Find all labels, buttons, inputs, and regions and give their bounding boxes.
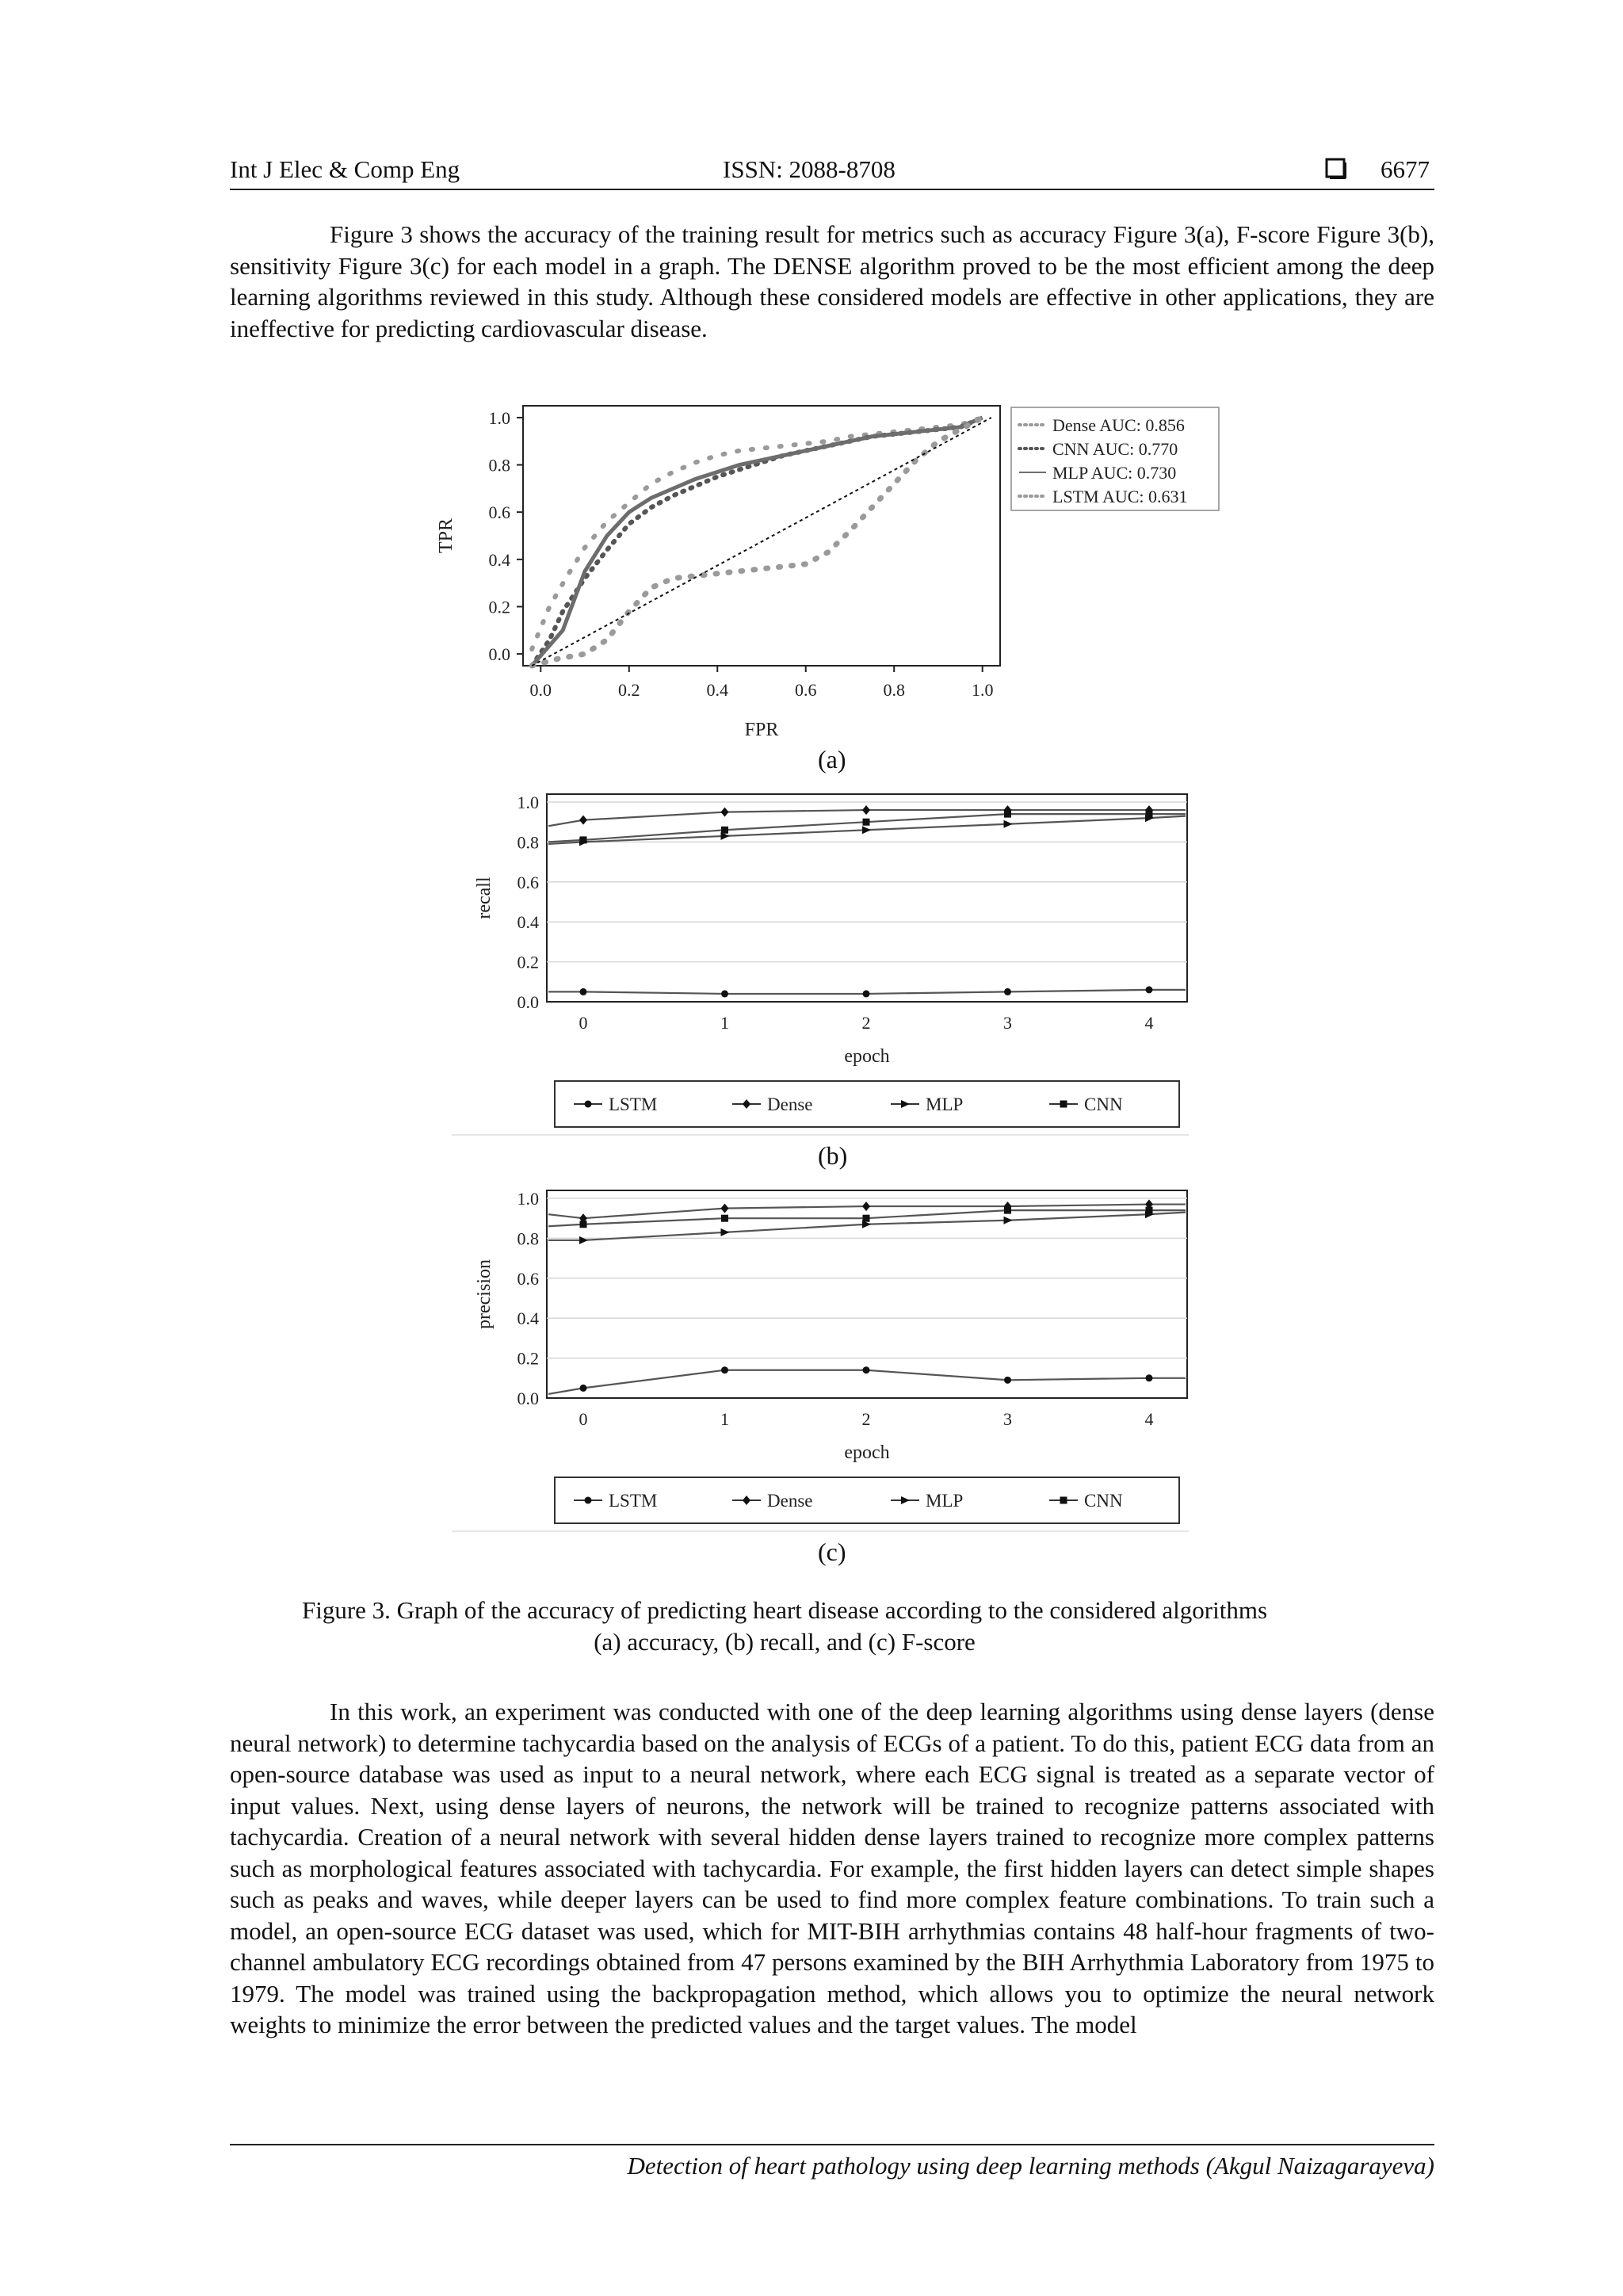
data-point-lstm bbox=[721, 1366, 728, 1373]
data-point-dense bbox=[579, 816, 587, 825]
data-point-cnn bbox=[580, 836, 587, 843]
data-point-dense bbox=[721, 1204, 729, 1213]
legend-label: Dense AUC: 0.856 bbox=[1052, 415, 1185, 435]
x-tick-label: 0.2 bbox=[618, 680, 640, 700]
data-point-cnn bbox=[1146, 1207, 1153, 1214]
data-point-lstm bbox=[1146, 986, 1153, 993]
y-tick-label: 0.8 bbox=[488, 455, 510, 476]
legend-label: CNN bbox=[1084, 1491, 1123, 1511]
footer-rule bbox=[230, 2144, 1434, 2145]
legend-label: LSTM bbox=[609, 1491, 658, 1511]
legend-label: Dense bbox=[767, 1491, 813, 1511]
x-tick-label: 2 bbox=[861, 1013, 871, 1033]
y-tick-label: 1.0 bbox=[488, 407, 510, 428]
data-point-cnn bbox=[1004, 1207, 1011, 1214]
data-point-cnn bbox=[1146, 811, 1153, 818]
y-tick-label: 0.0 bbox=[517, 1389, 539, 1408]
running-footer-title: Detection of heart pathology using deep learning methods (Akgul Naizagarayeva) bbox=[627, 2152, 1434, 2179]
x-tick-label: 4 bbox=[1144, 1409, 1154, 1429]
legend-marker-cnn bbox=[1060, 1497, 1067, 1504]
roc-series-4 bbox=[532, 418, 991, 666]
roc-chart bbox=[428, 396, 1252, 745]
data-point-cnn bbox=[863, 1215, 870, 1222]
data-point-lstm bbox=[580, 1385, 587, 1392]
data-point-lstm bbox=[863, 990, 870, 997]
legend-marker-lstm bbox=[585, 1101, 592, 1108]
data-point-lstm bbox=[580, 988, 587, 995]
y-tick-label: 0.4 bbox=[517, 1308, 539, 1329]
y-tick-label: 0.8 bbox=[517, 1228, 539, 1249]
body-paragraph bbox=[230, 1696, 1434, 2041]
recall-chart bbox=[444, 785, 1220, 1149]
data-point-cnn bbox=[1004, 811, 1011, 818]
legend-label: Dense bbox=[767, 1095, 813, 1114]
legend-marker-cnn bbox=[1060, 1101, 1067, 1108]
y-tick-label: 0.6 bbox=[488, 502, 510, 523]
y-tick-label: 0.4 bbox=[517, 912, 539, 933]
x-axis-label: FPR bbox=[744, 720, 779, 740]
data-point-mlp bbox=[579, 1236, 588, 1244]
x-tick-label: 3 bbox=[1003, 1013, 1012, 1033]
x-tick-label: 3 bbox=[1003, 1409, 1012, 1429]
x-tick-label: 1 bbox=[720, 1409, 729, 1429]
data-point-mlp bbox=[721, 1228, 730, 1236]
page-box-icon bbox=[1325, 155, 1347, 184]
body-paragraph-text: In this work, an experiment was conducted with one of the deep learning algorithms using dense layers (dense neural network) to determine tachycardia based on the analysis of ECGs of a patient. To do this, patient ECG data from an open-source database was used as input to a neural network, where each ECG signal is treated as a separate vector of input values. Next, using dense layers of neurons, the network will be trained to recognize patterns associated with tachycardia. Creation of a neural network with several hidden dense layers trained to recognize more complex patterns such as morphological features associated with tachycardia. For example, the first hidden layers can detect simple shapes such as peaks and waves, while deeper layers can be used to find more complex feature combinations. To train such a model, an open-source ECG dataset was used, which for MIT-BIH arrhythmias contains 48 half-hour fragments of two-channel ambulatory ECG recordings obtained from 47 persons examined by the BIH Arrhythmia Laboratory from 1975 to 1979. The model was trained using the backpropagation method, which allows you to optimize the neural network weights to minimize the error between the predicted values and the target values. The model bbox=[230, 1698, 1434, 2038]
legend-marker-lstm bbox=[585, 1497, 592, 1504]
data-point-cnn bbox=[863, 819, 870, 826]
data-point-mlp bbox=[1004, 1217, 1013, 1224]
data-point-mlp bbox=[862, 826, 871, 834]
y-tick-label: 0.6 bbox=[517, 1268, 539, 1289]
y-tick-label: 0.2 bbox=[517, 952, 539, 972]
data-point-lstm bbox=[863, 1366, 870, 1373]
precision-chart bbox=[444, 1181, 1220, 1545]
figure-caption bbox=[230, 1595, 1339, 1658]
subfigure-label-c: (c) bbox=[818, 1538, 846, 1566]
data-point-dense bbox=[721, 808, 729, 817]
y-axis-label: recall bbox=[474, 877, 495, 919]
y-tick-label: 0.0 bbox=[488, 644, 510, 665]
data-point-dense bbox=[862, 1201, 870, 1211]
running-header-journal: Int J Elec & Comp Eng bbox=[230, 155, 460, 183]
legend-label: CNN AUC: 0.770 bbox=[1052, 439, 1178, 459]
header-rule bbox=[230, 189, 1434, 190]
x-axis-label: epoch bbox=[844, 1046, 890, 1067]
running-header-issn: ISSN: 2088-8708 bbox=[723, 155, 896, 183]
data-point-cnn bbox=[721, 827, 728, 834]
series-line-lstm bbox=[548, 1370, 1186, 1394]
data-point-cnn bbox=[580, 1221, 587, 1228]
x-tick-label: 1 bbox=[720, 1013, 729, 1033]
caption-line-1: Figure 3. Graph of the accuracy of predicting heart disease according to the considered algorithms bbox=[301, 1596, 1268, 1624]
page-number: 6677 bbox=[1381, 155, 1430, 183]
legend-label: LSTM bbox=[609, 1095, 658, 1114]
data-point-lstm bbox=[1004, 1377, 1011, 1384]
y-tick-label: 1.0 bbox=[517, 793, 539, 812]
x-tick-label: 2 bbox=[861, 1409, 871, 1429]
roc-series-0 bbox=[532, 418, 983, 649]
x-tick-label: 4 bbox=[1144, 1013, 1154, 1033]
intro-paragraph bbox=[230, 219, 1434, 344]
caption-line-2: (a) accuracy, (b) recall, and (c) F-score bbox=[594, 1628, 976, 1656]
y-tick-label: 0.0 bbox=[517, 992, 539, 1012]
legend-label: LSTM AUC: 0.631 bbox=[1052, 487, 1188, 506]
y-tick-label: 1.0 bbox=[517, 1189, 539, 1209]
subfigure-label-b: (b) bbox=[818, 1141, 848, 1170]
intro-paragraph-text: Figure 3 shows the accuracy of the training result for metrics such as accuracy Figure 3(a), F-score Figure 3(b), sensitivity Figure 3(c) for each model in a graph. The DENSE algorithm proved to be the most efficient among the deep learning algorithms reviewed in this study. Although these considered models are effective in other applications, they are ineffective for predicting cardiovascular disease. bbox=[230, 220, 1434, 342]
x-tick-label: 0.8 bbox=[883, 680, 905, 700]
y-tick-label: 0.2 bbox=[488, 597, 510, 617]
y-tick-label: 0.8 bbox=[517, 832, 539, 853]
data-point-mlp bbox=[1004, 820, 1013, 828]
data-point-lstm bbox=[721, 990, 728, 997]
legend-label: MLP bbox=[926, 1491, 964, 1511]
x-axis-label: epoch bbox=[844, 1442, 890, 1463]
data-point-dense bbox=[862, 805, 870, 815]
data-point-lstm bbox=[1146, 1374, 1153, 1381]
y-tick-label: 0.4 bbox=[488, 549, 510, 570]
x-tick-label: 0.4 bbox=[706, 680, 729, 700]
x-tick-label: 0 bbox=[579, 1409, 588, 1429]
data-point-cnn bbox=[721, 1215, 728, 1222]
x-tick-label: 0.0 bbox=[529, 680, 552, 700]
subfigure-label-a: (a) bbox=[818, 745, 846, 774]
legend-label: MLP bbox=[926, 1095, 964, 1114]
legend-label: MLP AUC: 0.730 bbox=[1052, 463, 1177, 483]
x-tick-label: 0.6 bbox=[794, 680, 817, 700]
y-tick-label: 0.2 bbox=[517, 1348, 539, 1369]
x-tick-label: 1.0 bbox=[971, 680, 994, 700]
x-tick-label: 0 bbox=[579, 1013, 588, 1033]
y-tick-label: 0.6 bbox=[517, 872, 539, 892]
series-line-cnn bbox=[548, 814, 1186, 842]
legend-label: CNN bbox=[1084, 1095, 1123, 1114]
y-axis-label: TPR bbox=[436, 518, 456, 554]
data-point-lstm bbox=[1004, 988, 1011, 995]
y-axis-label: precision bbox=[474, 1259, 495, 1329]
